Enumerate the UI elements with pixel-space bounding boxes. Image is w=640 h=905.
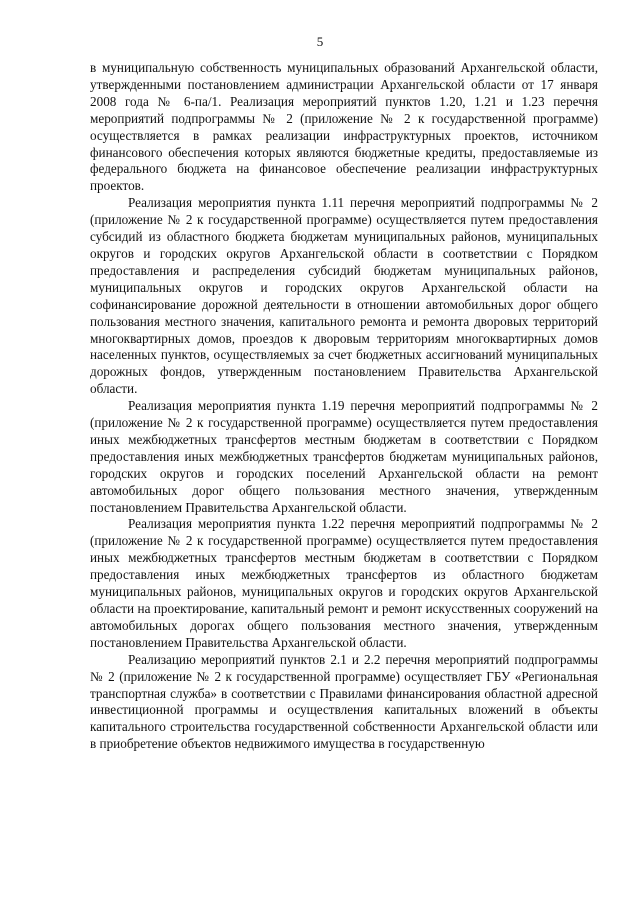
paragraph-items-2-1-2-2: Реализацию мероприятий пунктов 2.1 и 2.2 перечня мероприятий подпрограммы № 2 (приложение № 2 к государственной программе) осуществляет ГБУ «Региональная транспортная служба» в соответствии с Правилами финансирования областной адресной инвестиционной программы и осуществления капитальных вложений в объекты капитального строительства государственной собственности Архангельской области или в приобретение объектов недвижимого имущества в государственную bbox=[90, 651, 598, 752]
paragraph-continuation: в муниципальную собственность муниципальных образований Архангельской области, утвержденными постановлением администрации Архангельской области от 17 января 2008 года № 6-па/1. Реализация мероприятий пунктов 1.20, 1.21 и 1.23 перечня мероприятий подпрограммы № 2 (приложение № 2 к государственной программе) осуществляется в рамках реализации инфраструктурных проектов, источником финансового обеспечения которых являются бюджетные кредиты, предоставляемые из федерального бюджета на финансовое обеспечение реализации инфраструктурных проектов. bbox=[90, 60, 598, 194]
paragraph-item-1-22: Реализация мероприятия пункта 1.22 перечня мероприятий подпрограммы № 2 (приложение № 2 к государственной программе) осуществляется путем предоставления иных межбюджетных трансфертов местным бюджетам в соответствии с Порядком предоставления иных межбюджетных трансфертов из областного бюджетам муниципальных районов, муниципальных округов и городских округов Архангельской области на проектирование, капитальный ремонт и ремонт искусственных сооружений на автомобильных дорогах общего пользования местного значения, утвержденным постановлением Правительства Архангельской области. bbox=[90, 516, 598, 650]
document-body bbox=[90, 60, 598, 753]
paragraph-item-1-19: Реализация мероприятия пункта 1.19 перечня мероприятий подпрограммы № 2 (приложение № 2 к государственной программе) осуществляется путем предоставления иных межбюджетных трансфертов местным бюджетам в соответствии с Порядком предоставления иных межбюджетных трансфертов бюджетам муниципальных районов, городских округов и городских поселений Архангельской области на ремонт автомобильных дорог общего пользования местного значения, утвержденным постановлением Правительства Архангельской области. bbox=[90, 398, 598, 515]
paragraph-item-1-11: Реализация мероприятия пункта 1.11 перечня мероприятий подпрограммы № 2 (приложение № 2 к государственной программе) осуществляется путем предоставления субсидий из областного бюджета бюджетам муниципальных районов, муниципальных округов и городских округов Архангельской области в соответствии с Порядком предоставления и распределения субсидий бюджетам муниципальных районов, муниципальных округов и городских округов Архангельской области на софинансирование дорожной деятельности в отношении автомобильных дорог общего пользования местного значения, капитального ремонта и ремонта дворовых территорий многоквартирных домов, проездов к дворовым территориям многоквартирных домов населенных пунктов, осуществляемых за счет бюджетных ассигнований муниципальных дорожных фондов, утвержденным постановлением Правительства Архангельской области. bbox=[90, 195, 598, 397]
page-number: 5 bbox=[316, 34, 324, 49]
